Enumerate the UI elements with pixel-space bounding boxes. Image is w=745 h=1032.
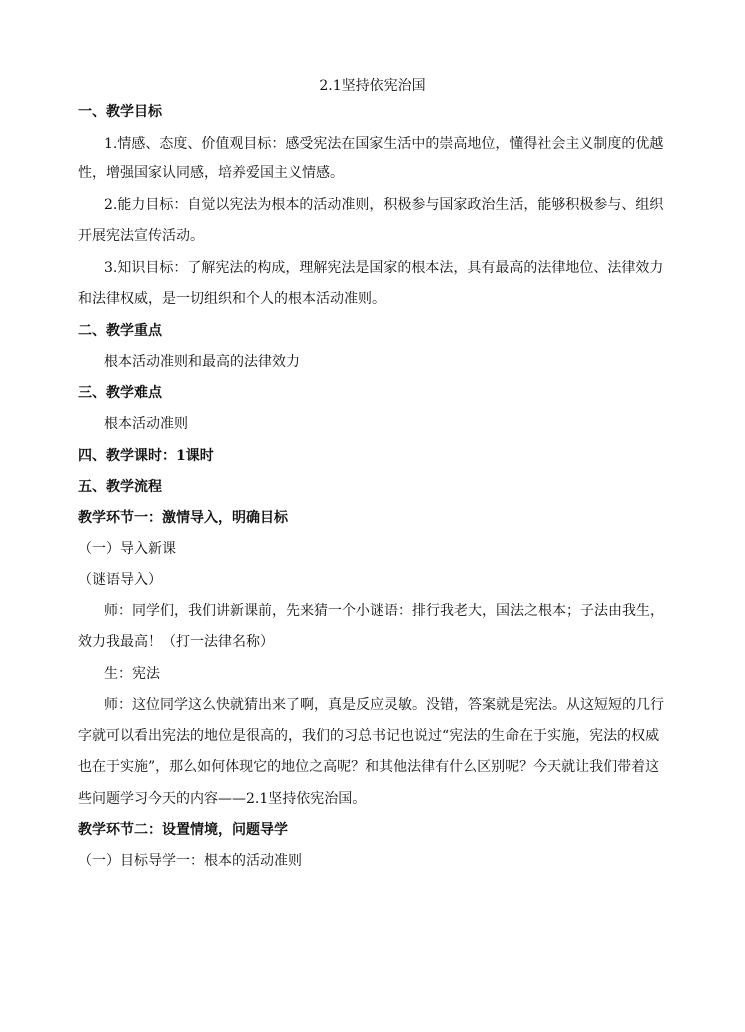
sub-heading: （一）目标导学一：根本的活动准则 [78, 853, 302, 869]
paragraph-line: 师：同学们，我们讲新课前，先来猜一个小谜语：排行我老大，国法之根本；子法由我生， [104, 603, 664, 619]
paragraph-line: 生：宪法 [104, 666, 160, 682]
teaching-step-heading: 教学环节一：激情导入，明确目标 [78, 510, 288, 526]
paragraph-line: 性，增强国家认同感，培养爱国主义情感。 [78, 165, 344, 181]
section-heading-teaching-process: 五、教学流程 [78, 479, 162, 495]
paragraph-line: 1.情感、态度、价值观目标：感受宪法在国家生活中的崇高地位，懂得社会主义制度的优越 [104, 136, 664, 152]
paragraph-line: 根本活动准则和最高的法律效力 [104, 354, 300, 370]
paragraph-line: 根本活动准则 [104, 416, 188, 432]
section-heading-objectives: 一、教学目标 [78, 104, 162, 120]
document-title: 2.1坚持依宪治国 [319, 78, 426, 94]
section-heading-difficulties: 三、教学难点 [78, 385, 162, 401]
sub-heading: （谜语导入） [78, 572, 162, 588]
paragraph-line: 些问题学习今天的内容——2.1坚持依宪治国。 [78, 791, 367, 807]
paragraph-line: 开展宪法宣传活动。 [78, 228, 204, 244]
paragraph-line: 2.能力目标：自觉以宪法为根本的活动准则，积极参与国家政治生活，能够积极参与、组织 [104, 197, 664, 213]
section-heading-class-hours: 四、教学课时：1课时 [78, 448, 214, 464]
paragraph-line: 和法律权威，是一切组织和个人的根本活动准则。 [78, 291, 386, 307]
teaching-step-heading: 教学环节二：设置情境，问题导学 [78, 822, 288, 838]
paragraph-line: 师：这位同学这么快就猜出来了啊，真是反应灵敏。没错，答案就是宪法。从这短短的几行 [104, 697, 664, 713]
paragraph-line: 字就可以看出宪法的地位是很高的，我们的习总书记也说过“宪法的生命在于实施，宪法的权威 [78, 728, 660, 744]
paragraph-line: 3.知识目标：了解宪法的构成，理解宪法是国家的根本法，具有最高的法律地位、法律效力 [104, 260, 664, 276]
section-heading-key-points: 二、教学重点 [78, 323, 162, 339]
paragraph-line: 也在于实施”，那么如何体现它的地位之高呢？和其他法律有什么区别呢？今天就让我们带着这 [78, 759, 660, 775]
paragraph-line: 效力我最高！（打一法律名称） [78, 634, 274, 650]
sub-heading: （一）导入新课 [78, 541, 176, 557]
